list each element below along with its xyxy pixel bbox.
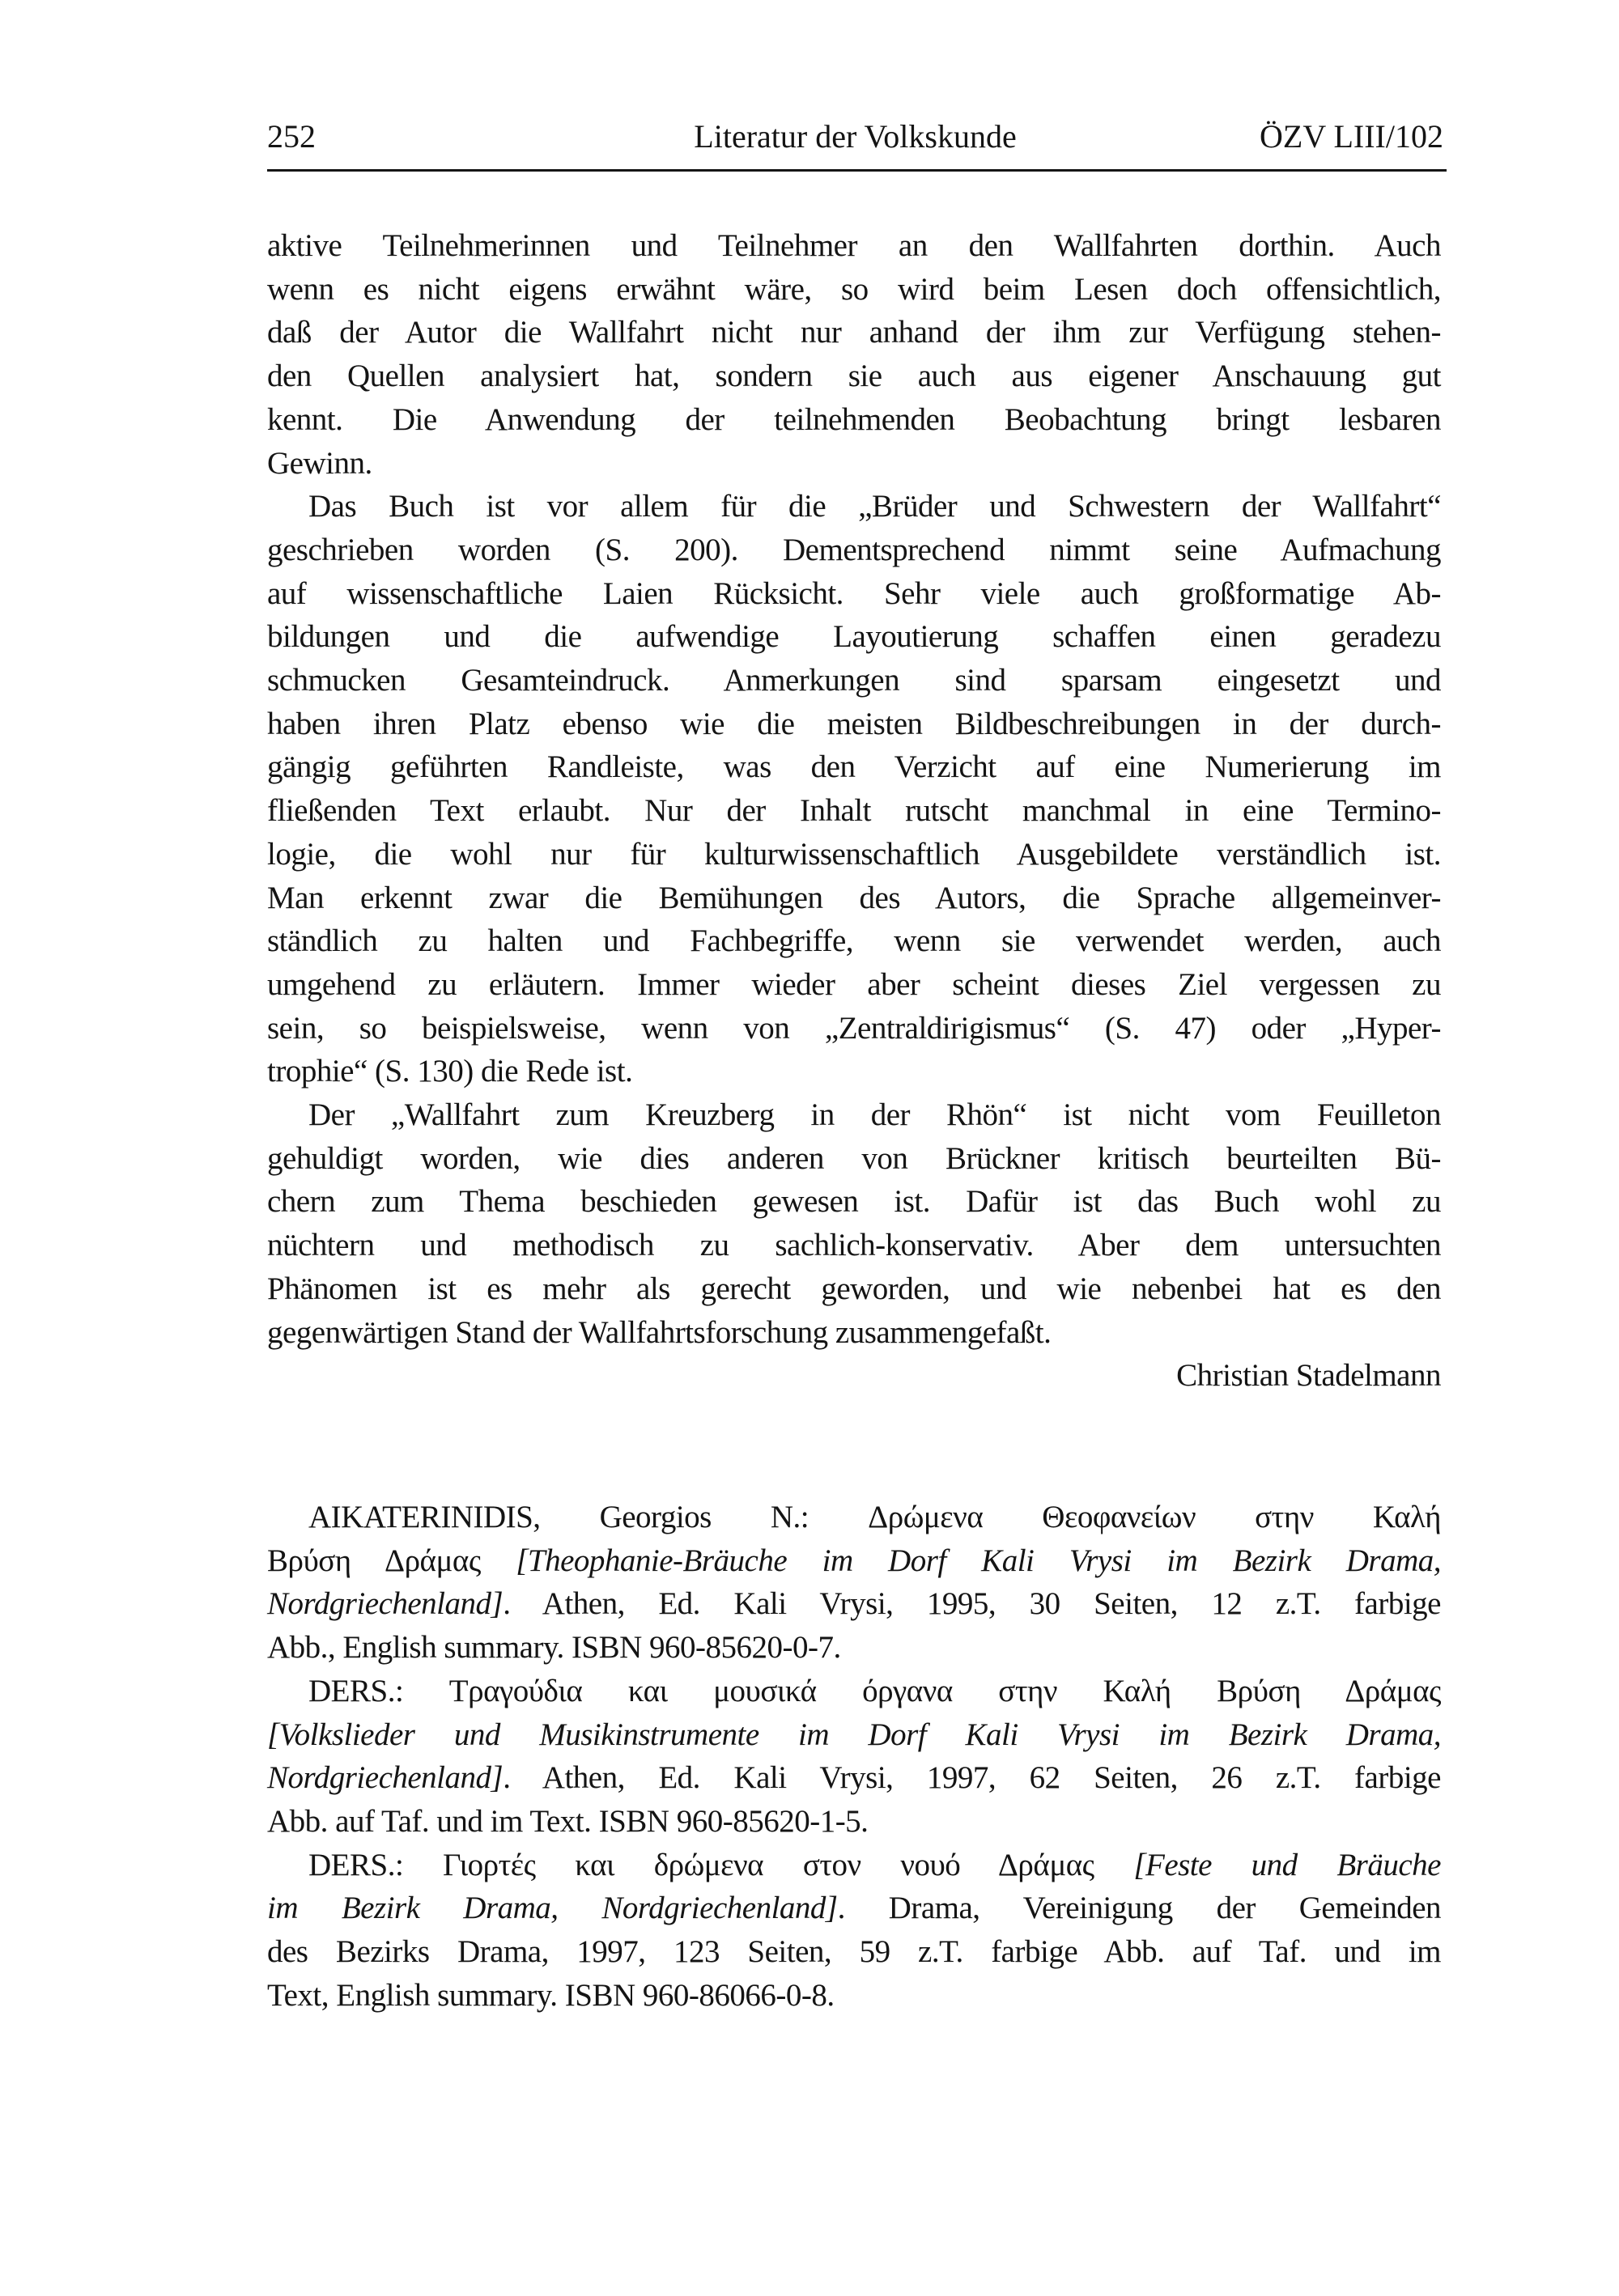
text-line: trophie“ (S. 130) die Rede ist. (267, 1054, 633, 1089)
text-line: Abb. auf Taf. und im Text. ISBN 960-85620-1-5. (267, 1803, 869, 1839)
text-line: Das Buch ist vor allem für die „Brüder und Schwestern der Wallfahrt“ (308, 489, 1441, 524)
text-line: fließenden Text erlaubt. Nur der Inhalt rutscht manchmal in eine Termino- (267, 793, 1441, 829)
text-line: logie, die wohl nur für kulturwissenschaftlich Ausgebildete verständlich ist. (267, 836, 1441, 872)
text-line: Nordgriechenland]. Athen, Ed. Kali Vrysi, 1995, 30 Seiten, 12 z.T. farbige (267, 1586, 1441, 1622)
bib-entry-aikaterinidis-1995 (267, 1496, 1441, 1670)
text-line: schmucken Gesamteindruck. Anmerkungen sind sparsam eingesetzt und (267, 663, 1441, 698)
review-paragraph-3 (267, 1093, 1441, 1354)
journal-issue: ÖZV LIII/102 (1260, 118, 1443, 155)
text-line: aktive Teilnehmerinnen und Teilnehmer an den Wallfahrten dorthin. Auch (267, 228, 1441, 263)
text-line: DERS.: Γιορτές και δρώμενα στον νουό Δράμας [Feste und Bräuche (308, 1847, 1441, 1882)
text-line: ständlich zu halten und Fachbegriffe, wenn sie verwendet werden, auch (267, 923, 1441, 959)
text-line: sein, so beispielsweise, wenn von „Zentraldirigismus“ (S. 47) oder „Hyper- (267, 1010, 1441, 1046)
section-gap (267, 1398, 1441, 1496)
text-line: haben ihren Platz ebenso wie die meisten Bildbeschreibungen in der durch- (267, 706, 1441, 741)
text-line: Phänomen ist es mehr als gerecht geworden, und wie nebenbei hat es den (267, 1271, 1441, 1306)
text-line: gehuldigt worden, wie dies anderen von Brückner kritisch beurteilten Bü- (267, 1140, 1441, 1176)
running-title: Literatur der Volkskunde (694, 118, 1017, 155)
text-line: gegenwärtigen Stand der Wallfahrtsforschung zusammengefaßt. (267, 1314, 1052, 1350)
text-line: daß der Autor die Wallfahrt nicht nur anhand der ihm zur Verfügung stehen- (267, 315, 1441, 350)
review-paragraph-1 (267, 224, 1441, 485)
text-line: nüchtern und methodisch zu sachlich-konservativ. Aber dem untersuchten (267, 1228, 1441, 1263)
text-line: Text, English summary. ISBN 960-86066-0-8. (267, 1977, 835, 2013)
text-line: bildungen und die aufwendige Layoutierung schaffen einen geradezu (267, 619, 1441, 655)
text-line: gängig geführten Randleiste, was den Verzicht auf eine Numerierung im (267, 749, 1441, 785)
text-line: Abb., English summary. ISBN 960-85620-0-7. (267, 1630, 841, 1666)
page-number: 252 (267, 118, 316, 155)
text-line: auf wissenschaftliche Laien Rücksicht. Sehr viele auch großformatige Ab- (267, 575, 1441, 611)
reviewer-signature: Christian Stadelmann (1176, 1358, 1441, 1394)
text-line: Gewinn. (267, 445, 372, 481)
review-paragraph-2 (267, 485, 1441, 1093)
bib-entry-ders-1997-volkslieder (267, 1670, 1441, 1844)
text-line: chern zum Thema beschieden gewesen ist. Dafür ist das Buch wohl zu (267, 1184, 1441, 1220)
text-line: [Volkslieder und Musikinstrumente im Dorf Kali Vrysi im Bezirk Drama, (267, 1717, 1441, 1752)
text-line: im Bezirk Drama, Nordgriechenland]. Drama, Vereinigung der Gemeinden (267, 1891, 1442, 1926)
text-line: AIKATERINIDIS, Georgios N.: Δρώμενα Θεοφανείων στην Καλή (308, 1499, 1441, 1534)
text-line: geschrieben worden (S. 200). Dementsprechend nimmt seine Aufmachung (267, 532, 1441, 567)
bib-entry-ders-1997-feste (267, 1844, 1441, 2018)
review-text-block (267, 224, 1441, 2017)
text-line: wenn es nicht eigens erwähnt wäre, so wird beim Lesen doch offensichtlich, (267, 271, 1441, 307)
text-line: kennt. Die Anwendung der teilnehmenden Beobachtung bringt lesbaren (267, 401, 1441, 437)
text-line: Nordgriechenland]. Athen, Ed. Kali Vrysi, 1997, 62 Seiten, 26 z.T. farbige (267, 1760, 1441, 1796)
text-line: Man erkennt zwar die Bemühungen des Autors, die Sprache allgemeinver- (267, 880, 1441, 915)
text-line: den Quellen analysiert hat, sondern sie auch aus eigener Anschauung gut (267, 359, 1441, 394)
text-line: umgehend zu erläutern. Immer wieder aber scheint dieses Ziel vergessen zu (267, 966, 1441, 1002)
header-divider (267, 169, 1447, 172)
text-line: des Bezirks Drama, 1997, 123 Seiten, 59 z.T. farbige Abb. auf Taf. und im (267, 1934, 1441, 1970)
text-line: Der „Wallfahrt zum Kreuzberg in der Rhön“ ist nicht vom Feuilleton (308, 1097, 1441, 1133)
text-line: DERS.: Τραγούδια και μουσικά όργανα στην Καλή Βρύση Δράμας (308, 1673, 1441, 1708)
text-line: Βρύση Δράμας [Theophanie-Bräuche im Dorf Kali Vrysi im Bezirk Drama, (267, 1543, 1441, 1578)
